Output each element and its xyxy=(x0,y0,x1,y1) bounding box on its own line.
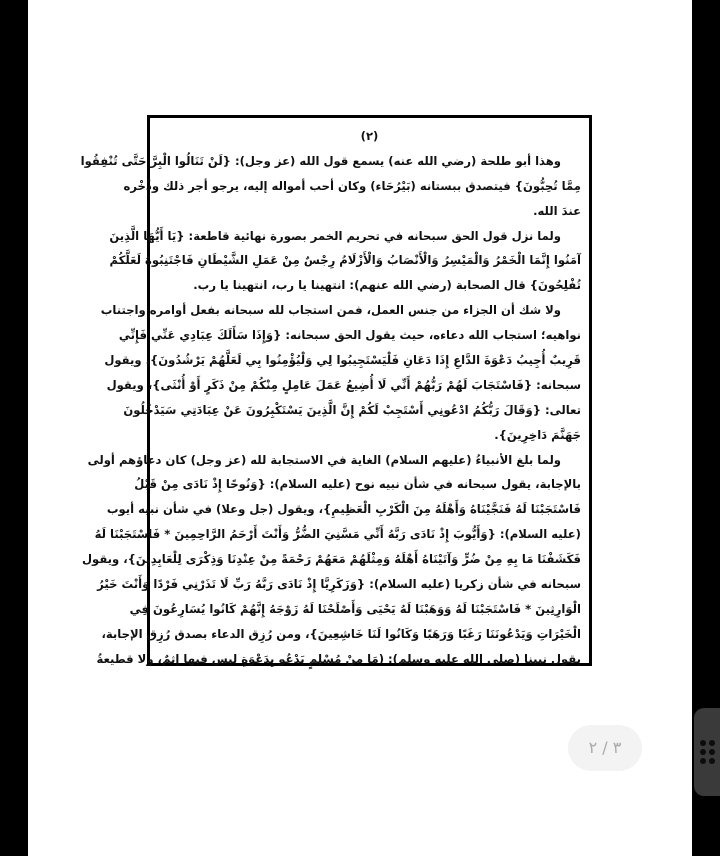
text-line: تعالى: {وَقَالَ رَبُّكُمُ ادْعُونِي أَسْتَجِبْ لَكُمْ إِنَّ الَّذِينَ يَسْتَكْبِرُونَ عَنْ عِبَادَتِي سَيَدْخُلُونَ xyxy=(123,402,581,417)
text-line: فَاسْتَجَبْنَا لَهُ فَنَجَّيْنَاهُ وَأَهْلَهُ مِنَ الْكَرْبِ الْعَظِيمِ}، ويقول (جل وعلا) في شأن نبيه أيوب xyxy=(106,502,581,517)
text-line: تُفْلِحُونَ} قال الصحابة (رضي الله عنهم): انتهينا يا رب، انتهينا يا رب. xyxy=(193,278,581,293)
page-indicator: ٣ / ٢ xyxy=(568,725,642,771)
document-page-frame xyxy=(80,115,592,666)
text-line: ولما بلغ الأنبياءُ (عليهم السلام) الغاية في الاستجابة لله (عز وجل) كان دعاؤهم أولى xyxy=(87,452,561,467)
text-line: آمَنُوا إِنَّمَا الْخَمْرُ وَالْمَيْسِرُ وَالْأَنْصَابُ وَالْأَزْلَامُ رِجْسٌ مِنْ عَمَلِ الشَّيْطَانِ فَاجْتَنِبُوهُ لَعَلَّكُمْ xyxy=(109,253,581,268)
page-heading: (٢) xyxy=(360,129,379,143)
screen-edge-left xyxy=(0,0,28,856)
text-line: مِمَّا تُحِبُّونَ} فيتصدق ببستانه (بَيْرُحَاء) وكان أحب أمواله إليه، يرجو أجر ذلك وذُخْره xyxy=(123,178,581,193)
text-line: نواهيه؛ استجاب الله دعاءه، حيث يقول الحق سبحانه: {وَإِذَا سَأَلَكَ عِبَادِي عَنِّي فَإِنِّي xyxy=(118,328,581,343)
text-line: الْوَارِثِينَ * فَاسْتَجَبْنَا لَهُ وَوَهَبْنَا لَهُ يَحْيَى وَأَصْلَحْنَا لَهُ زَوْجَهُ إِنَّهُمْ كَانُوا يُسَارِعُونَ فِي xyxy=(129,601,581,616)
text-line: جَهَنَّمَ دَاخِرِينَ}. xyxy=(494,427,581,442)
text-line: (عليه السلام): {وَأَيُّوبَ إِذْ نَادَى رَبَّهُ أَنِّي مَسَّنِيَ الضُّرُّ وَأَنْتَ أَرْحَمُ الرَّاحِمِينَ * فَاسْتَجَبْنَا لَهُ xyxy=(94,527,581,542)
text-line: الْخَيْرَاتِ وَيَدْعُونَنَا رَغَبًا وَرَهَبًا وَكَانُوا لَنَا خَاشِعِينَ}، ومن رُزِق الدعاء بصدق رُزِق الإجابة، xyxy=(101,626,581,641)
text-line: سبحانه في شأن زكريا (عليه السلام): {وَزَكَرِيَّا إِذْ نَادَى رَبَّهُ رَبِّ لَا تَذَرْنِي فَرْدًا وَأَنْتَ خَيْرُ xyxy=(97,577,581,592)
drag-handle-dots-icon xyxy=(700,740,715,764)
text-line: فَكَشَفْنَا مَا بِهِ مِنْ ضُرٍّ وَآتَيْنَاهُ أَهْلَهُ وَمِثْلَهُمْ مَعَهُمْ رَحْمَةً مِنْ عِنْدِنَا وَذِكْرَى لِلْعَابِدِينَ}، ويقول xyxy=(82,552,581,567)
text-line: بالإجابة، يقول سبحانه في شأن نبيه نوح (عليه السلام): {وَنُوحًا إِذْ نَادَى مِنْ قَبْلُ xyxy=(134,477,581,492)
text-line: عندَ الله. xyxy=(533,203,581,218)
text-line: وهذا أبو طلحة (رضي الله عنه) يسمع قول الله (عز وجل): {لَنْ تَنَالُوا الْبِرَّ حَتَّى تُنْفِقُوا xyxy=(80,153,561,168)
text-line: ولا شك أن الجزاء من جنس العمل، فمن استجاب لله سبحانه بفعل أوامره واجتناب xyxy=(100,303,561,318)
text-line: قَرِيبٌ أُجِيبُ دَعْوَةَ الدَّاعِ إِذَا دَعَانِ فَلْيَسْتَجِيبُوا لِي وَلْيُؤْمِنُوا بِي لَعَلَّهُمْ يَرْشُدُونَ}، ويقول xyxy=(104,353,581,368)
text-line: ولما نزل قول الحق سبحانه في تحريم الخمر بصورة نهائية قاطعة: {يَا أَيُّهَا الَّذِينَ xyxy=(109,228,561,243)
side-panel-handle[interactable] xyxy=(694,708,720,796)
document-text xyxy=(80,124,581,672)
text-line: سبحانه: {فَاسْتَجَابَ لَهُمْ رَبُّهُمْ أَنِّي لَا أُضِيعُ عَمَلَ عَامِلٍ مِنْكُمْ مِنْ ذَكَرٍ أَوْ أُنْثَى}، ويقول xyxy=(106,377,581,392)
text-line: يقول نبينا (صلى الله عليه وسلم): (مَا مِنْ مُسْلِمٍ يَدْعُو بِدَعْوَةٍ ليس فيها إثمٌ، ولا قطيعةُ xyxy=(96,651,581,666)
